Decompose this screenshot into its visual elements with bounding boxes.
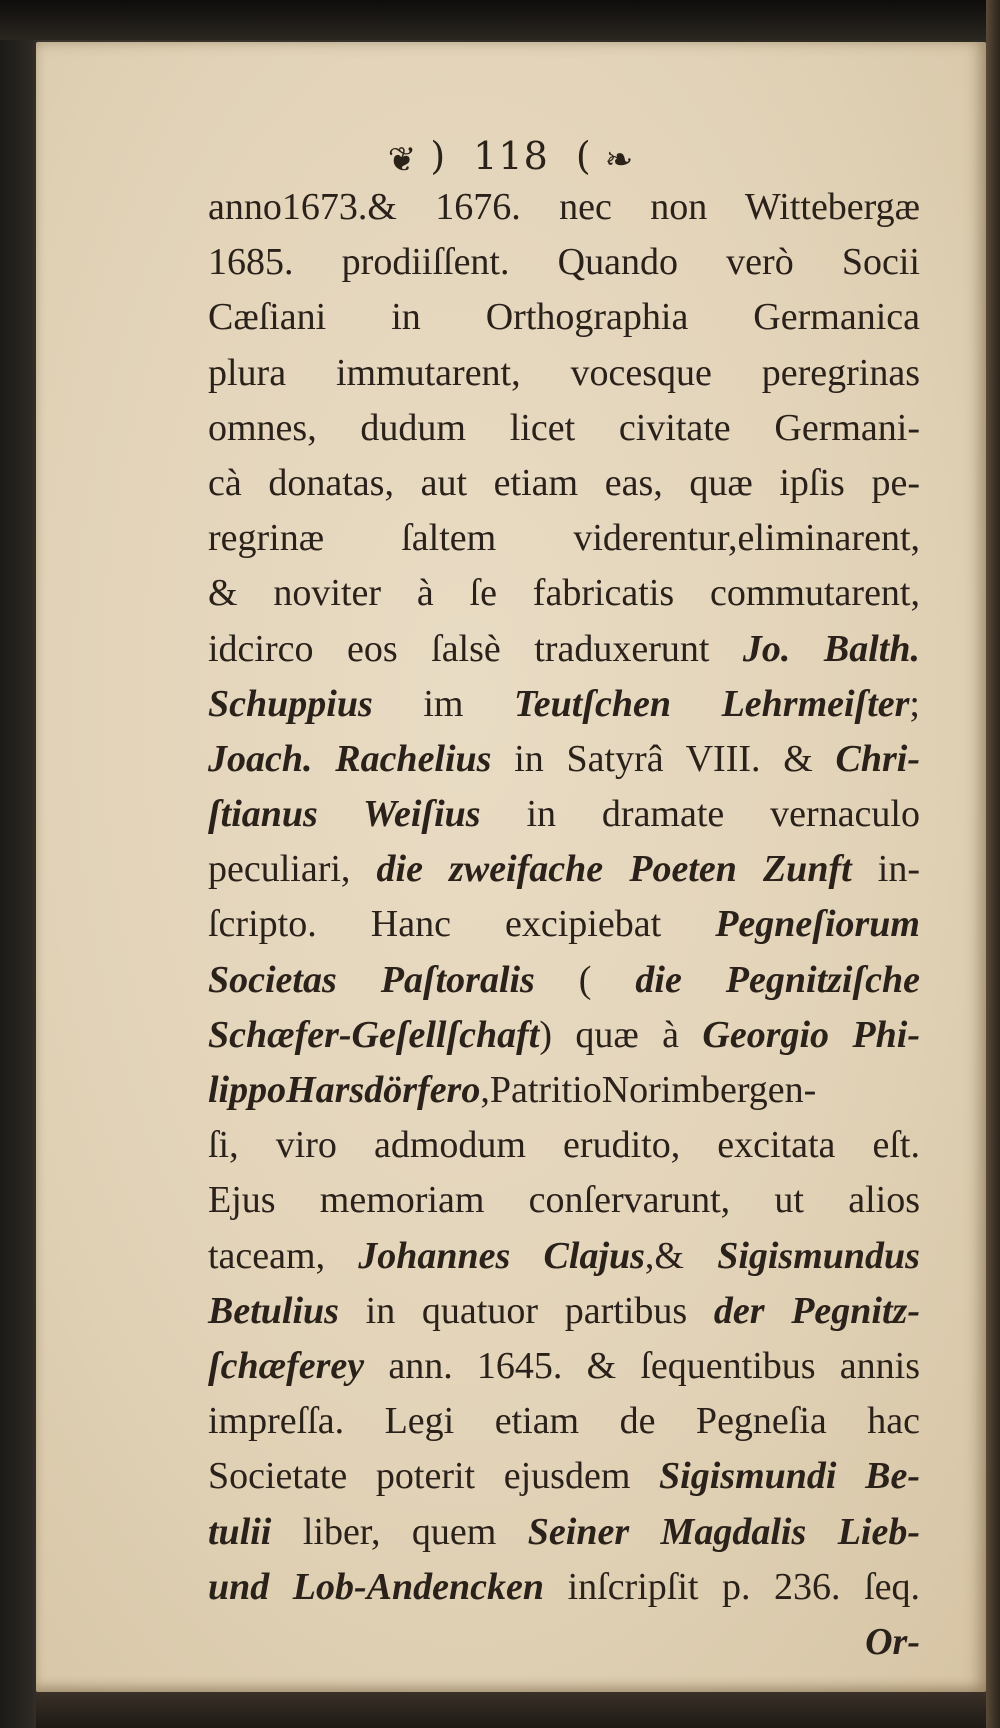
text-line <box>208 456 920 511</box>
italic-segment: tulii <box>208 1510 272 1553</box>
italic-segment: Or- <box>865 1620 920 1663</box>
left-ornament-icon: ❦ <box>387 139 418 180</box>
text-segment: liber, quem <box>271 1510 528 1553</box>
text-line <box>208 1505 920 1560</box>
italic-segment: der Pegnitz- <box>713 1289 920 1332</box>
text-segment: taceam, <box>208 1234 359 1277</box>
italic-segment: Joach. Rachelius <box>208 737 492 780</box>
text-segment: in Satyrâ VIII. & <box>491 737 836 780</box>
text-line <box>208 180 920 235</box>
text-segment: Societate poterit ejusdem <box>208 1455 660 1498</box>
top-shadow-band <box>0 0 1000 40</box>
book-edge-right <box>986 0 1000 1728</box>
italic-segment: ſchæferey <box>208 1344 365 1387</box>
italic-segment: Sigismundi Be- <box>659 1455 920 1498</box>
right-ornament-icon: ❧ <box>604 139 635 180</box>
text-line <box>208 1173 920 1228</box>
text-segment: ,& <box>644 1234 718 1277</box>
text-line <box>208 511 920 566</box>
italic-segment: und Lob-Andencken <box>208 1565 545 1608</box>
italic-segment: die zweifache Poeten Zunft <box>376 848 852 891</box>
italic-segment: Johannes Clajus <box>358 1234 645 1277</box>
text-segment: ; <box>909 682 920 725</box>
page-header <box>36 134 986 180</box>
text-line <box>208 1449 920 1504</box>
text-segment: 1685. prodiiſſent. Quando verò Socii <box>208 241 920 284</box>
italic-segment: Schuppius <box>208 682 373 725</box>
text-line <box>208 1063 920 1118</box>
text-segment: inſcripſit p. 236. ſeq. <box>544 1565 920 1608</box>
text-segment: Ejus memoriam conſervarunt, ut alios <box>208 1179 920 1222</box>
text-segment: ſcripto. Hanc excipiebat <box>208 903 716 946</box>
text-line <box>208 1560 920 1615</box>
text-line <box>208 897 920 952</box>
italic-segment: Teutſchen Lehrmeiſter <box>514 682 910 725</box>
page-number: 118 <box>473 134 549 178</box>
italic-segment: Jo. Balth. <box>742 627 920 670</box>
text-segment: im <box>372 682 515 725</box>
text-line <box>208 677 920 732</box>
text-line <box>208 1118 920 1173</box>
text-segment: cà donatas, aut etiam eas, quæ ipſis pe- <box>208 461 920 504</box>
text-line <box>208 346 920 401</box>
text-line <box>208 1615 920 1670</box>
page-bottom-edge <box>36 1692 986 1728</box>
text-line <box>208 1008 920 1063</box>
text-line <box>208 842 920 897</box>
text-segment: in quatuor partibus <box>338 1289 714 1332</box>
italic-segment: ſtianus Weiſius <box>208 793 481 836</box>
text-segment: regrinæ ſaltem viderentur,eliminarent, <box>208 517 920 560</box>
italic-segment: die Pegnitziſche <box>635 958 920 1001</box>
text-segment: in- <box>851 848 920 891</box>
text-segment: ſi, viro admodum erudito, excitata eſt. <box>208 1124 920 1167</box>
text-segment: & noviter à ſe fabricatis commutarent, <box>208 572 920 615</box>
italic-segment: Societas Paſtoralis <box>208 958 535 1001</box>
text-line <box>208 732 920 787</box>
body-text <box>208 180 920 1670</box>
text-segment: impreſſa. Legi etiam de Pegneſia hac <box>208 1400 920 1443</box>
text-segment: omnes, dudum licet civitate Germani- <box>208 406 920 449</box>
text-line <box>208 622 920 677</box>
text-segment: ) quæ à <box>539 1013 703 1056</box>
text-segment: ann. 1645. & ſequentibus annis <box>364 1344 920 1387</box>
italic-segment: lippoHarsdörfero <box>208 1069 481 1111</box>
left-paren: ) <box>430 134 447 178</box>
text-segment: plura immutarent, vocesque peregrinas <box>208 351 920 394</box>
text-line <box>208 1229 920 1284</box>
italic-segment: Chri- <box>835 737 921 780</box>
text-line <box>208 290 920 345</box>
text-segment: idcirco eos ſalsè traduxerunt <box>208 627 743 670</box>
text-line <box>208 953 920 1008</box>
text-segment: anno1673.& 1676. nec non Wittebergæ <box>208 186 920 228</box>
text-line <box>208 566 920 621</box>
italic-segment: Seiner Magdalis Lieb- <box>527 1510 920 1553</box>
text-segment: ( <box>534 958 636 1001</box>
italic-segment: Pegneſiorum <box>715 903 920 946</box>
text-line <box>208 1339 920 1394</box>
italic-segment: Betulius <box>208 1289 339 1332</box>
italic-segment: Schæfer-Geſellſchaft <box>208 1013 540 1056</box>
italic-segment: Sigismundus <box>717 1234 920 1277</box>
text-line <box>208 1394 920 1449</box>
text-segment: peculiari, <box>208 848 377 891</box>
text-line <box>208 401 920 456</box>
text-line <box>208 235 920 290</box>
text-segment: ,PatritioNorimbergen- <box>480 1069 817 1111</box>
text-line <box>208 787 920 842</box>
text-segment: Cæſiani in Orthographia Germanica <box>208 296 920 339</box>
text-segment: in dramate vernaculo <box>480 793 920 836</box>
right-paren: ( <box>575 134 592 178</box>
text-line <box>208 1284 920 1339</box>
italic-segment: Georgio Phi- <box>702 1013 920 1056</box>
